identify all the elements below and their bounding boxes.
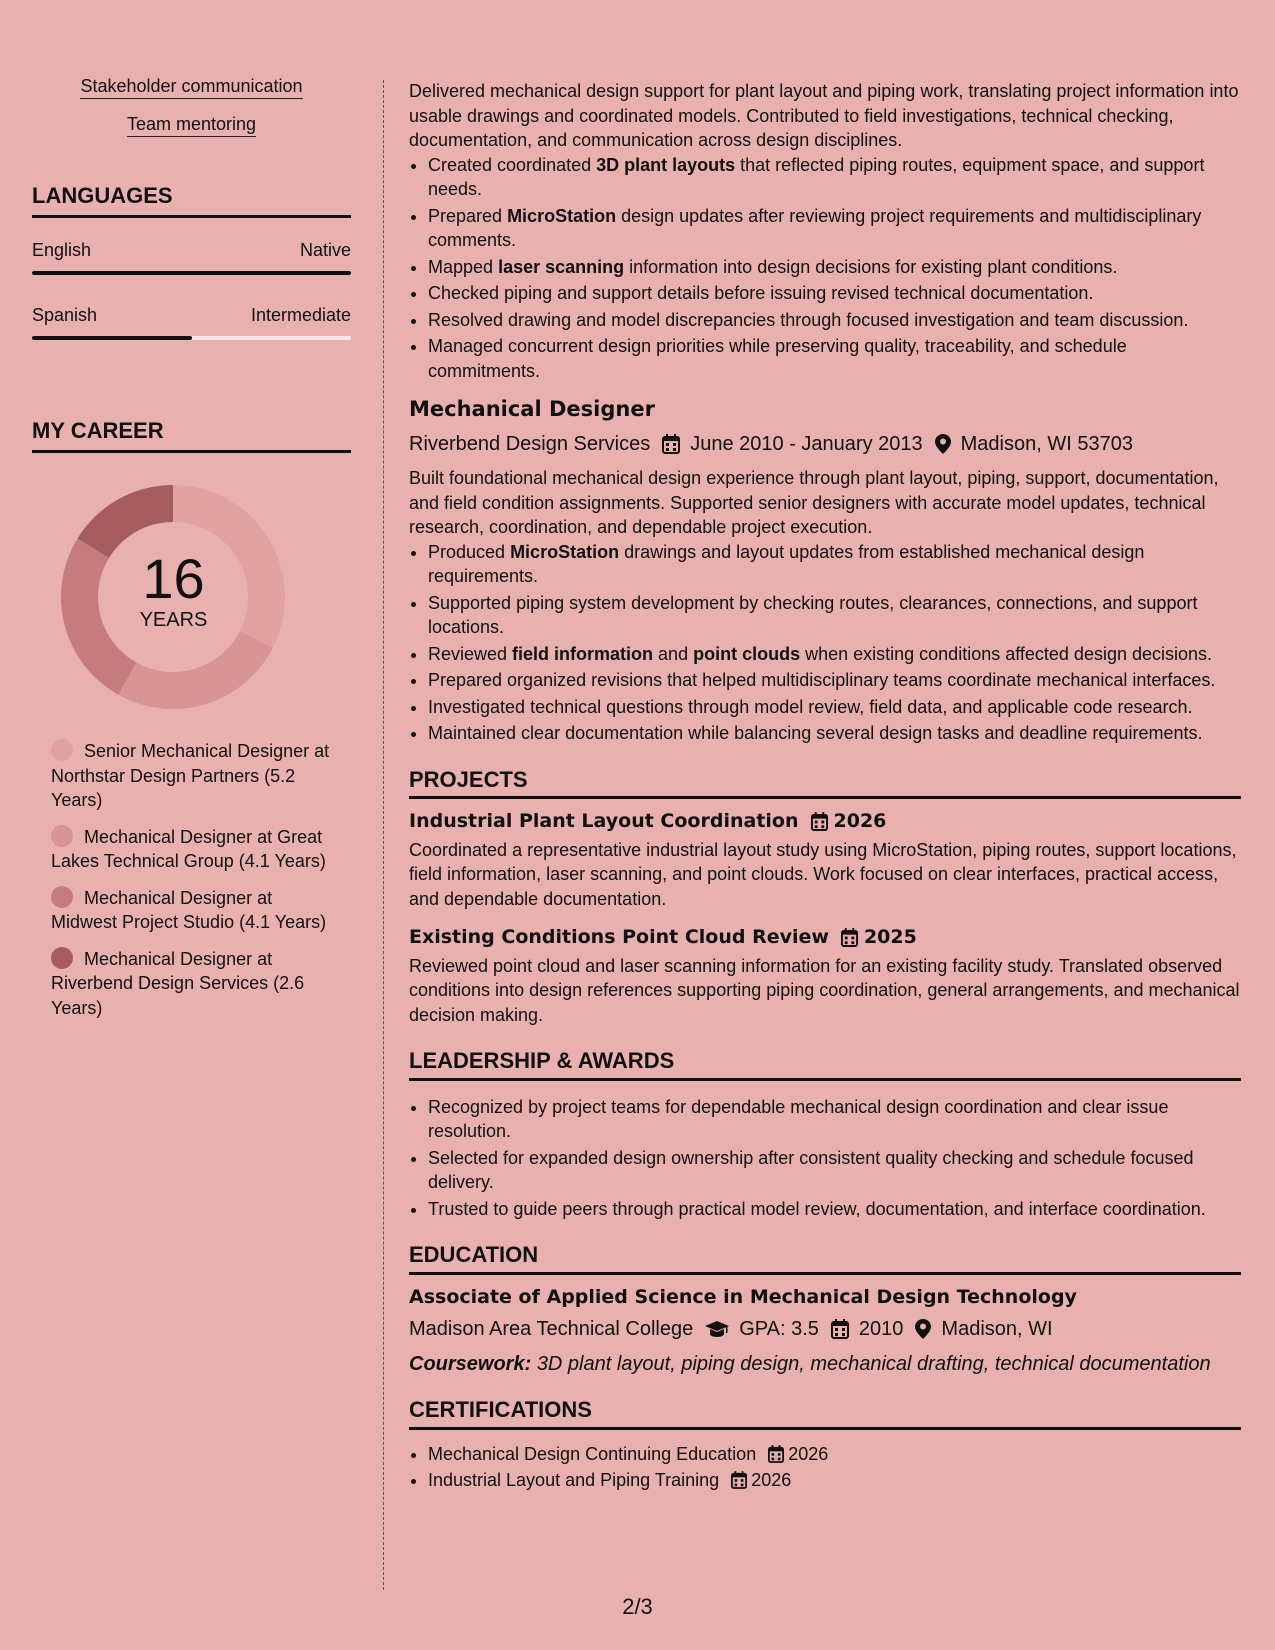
calendar-icon xyxy=(731,1471,747,1489)
job-bullet: • Produced MicroStation drawings and layout updates from established mechanical design requirements. xyxy=(428,540,1241,589)
project-year: 2025 xyxy=(863,926,917,948)
certifications-list xyxy=(409,1442,1241,1493)
map-pin-icon xyxy=(935,434,951,454)
language-entry xyxy=(32,305,351,340)
job-bullet: • Mapped laser scanning information into design decisions for existing plant conditions. xyxy=(428,255,1241,280)
gpa: GPA: 3.5 xyxy=(739,1318,819,1340)
leadership-list xyxy=(409,1095,1241,1222)
languages-heading: LANGUAGES xyxy=(32,183,351,218)
career-legend-item: Mechanical Designer at Riverbend Design Services (2.6 Years) xyxy=(51,948,305,1018)
job-bullet: • Prepared MicroStation design updates after reviewing project requirements and multidisciplinary comments. xyxy=(428,204,1241,253)
job-bullet: • Checked piping and support details before issuing revised technical documentation. xyxy=(428,281,1241,306)
job-location: Madison, WI 53703 xyxy=(960,432,1133,455)
degree-title: Associate of Applied Science in Mechanical Design Technology xyxy=(409,1285,1077,1308)
language-level: Native xyxy=(299,240,351,260)
job-dates: June 2010 - January 2013 xyxy=(690,432,923,455)
legend-dot xyxy=(51,739,73,761)
certifications-heading: CERTIFICATIONS xyxy=(409,1398,1241,1430)
certification-year: 2026 xyxy=(751,1470,792,1490)
job-bullet: • Maintained clear documentation while balancing several design tasks and deadline requirements. xyxy=(428,721,1241,746)
leadership-item: • Trusted to guide peers through practical model review, documentation, and interface coordination. xyxy=(428,1197,1241,1222)
project-description: Reviewed point cloud and laser scanning information for an existing facility study. Translated observed conditions into design references supporting piping coordination, general arrangements, and mechanical decision making. xyxy=(409,955,1240,1025)
column-divider xyxy=(383,80,384,1590)
job-bullet: • Reviewed field information and point clouds when existing conditions affected design decisions. xyxy=(428,642,1241,667)
job-bullet: • Created coordinated 3D plant layouts that reflected piping routes, equipment space, and support needs. xyxy=(428,153,1241,202)
language-proficiency-fill xyxy=(32,271,351,275)
project-year: 2026 xyxy=(833,810,887,832)
legend-dot xyxy=(51,825,73,847)
career-legend xyxy=(51,739,331,1020)
skill-item: Team mentoring xyxy=(32,114,351,135)
leadership-item: • Recognized by project teams for dependable mechanical design coordination and clear issue resolution. xyxy=(428,1095,1241,1144)
company-name: Riverbend Design Services xyxy=(409,432,651,455)
career-legend-item: Mechanical Designer at Midwest Project Studio (4.1 Years) xyxy=(51,887,327,932)
language-proficiency-bar xyxy=(32,336,351,340)
job-bullet: • Resolved drawing and model discrepancies through focused investigation and team discussion. xyxy=(428,308,1241,333)
career-legend-item: Senior Mechanical Designer at Northstar Design Partners (5.2 Years) xyxy=(51,741,330,810)
calendar-icon xyxy=(831,1319,849,1339)
job-bullet: • Supported piping system development by checking routes, clearances, connections, and support locations. xyxy=(428,591,1241,640)
job-summary: Delivered mechanical design support for plant layout and piping work, translating project information into usable drawings and coordinated models. Contributed to field investigations, technical checking, documentation, and communication across design disciplines. xyxy=(409,81,1239,150)
projects-heading: PROJECTS xyxy=(409,768,1241,800)
project-title: Industrial Plant Layout Coordination 2026 xyxy=(409,810,887,832)
language-proficiency-fill xyxy=(32,336,192,340)
certification-item: • Industrial Layout and Piping Training 2026 xyxy=(428,1468,1241,1493)
coursework-label: Coursework: xyxy=(409,1352,532,1375)
job-bullet: • Prepared organized revisions that helped multidisciplinary teams coordinate mechanical interfaces. xyxy=(428,668,1241,693)
legend-dot xyxy=(51,886,73,908)
job-meta xyxy=(409,432,1241,457)
language-name: Spanish xyxy=(32,305,98,325)
calendar-icon xyxy=(841,928,858,947)
career-donut-chart xyxy=(32,479,351,715)
language-level: Intermediate xyxy=(250,305,351,325)
page-number: 2/3 xyxy=(622,1594,653,1619)
project-entry xyxy=(409,809,1241,911)
career-donut-slice xyxy=(118,631,273,709)
career-legend-item: Mechanical Designer at Great Lakes Technical Group (4.1 Years) xyxy=(51,826,326,871)
graduation-year: 2010 xyxy=(858,1318,904,1340)
job-bullets xyxy=(409,153,1241,384)
language-proficiency-bar xyxy=(32,271,351,275)
education-meta xyxy=(409,1317,1241,1342)
job-summary: Built foundational mechanical design experience through plant layout, piping, support, documentation, and field condition assignments. Supported senior designers with accurate model updates, technical research, coordination, and dependable project execution. xyxy=(409,468,1219,537)
school-name: Madison Area Technical College xyxy=(409,1318,694,1340)
graduation-cap-icon xyxy=(705,1320,729,1338)
job-bullets xyxy=(409,540,1241,746)
coursework xyxy=(409,1352,1241,1377)
education-heading: EDUCATION xyxy=(409,1243,1241,1275)
legend-dot xyxy=(51,947,73,969)
career-total-years: 16 xyxy=(142,547,205,610)
certification-item: • Mechanical Design Continuing Education 2026 xyxy=(428,1442,1241,1467)
map-pin-icon xyxy=(915,1319,931,1339)
project-title: Existing Conditions Point Cloud Review 2025 xyxy=(409,926,917,948)
project-entry xyxy=(409,925,1241,1027)
leadership-item: • Selected for expanded design ownership after consistent quality checking and schedule focused delivery. xyxy=(428,1146,1241,1195)
calendar-icon xyxy=(768,1445,784,1463)
certification-year: 2026 xyxy=(788,1443,829,1464)
skill-item: Stakeholder communication xyxy=(32,76,351,97)
career-years-label: YEARS xyxy=(139,609,208,631)
language-name: English xyxy=(32,240,92,260)
language-entry xyxy=(32,240,351,275)
job-bullet: • Investigated technical questions through model review, field data, and applicable code research. xyxy=(428,695,1241,720)
education-location: Madison, WI xyxy=(941,1318,1053,1340)
calendar-icon xyxy=(662,434,680,454)
project-description: Coordinated a representative industrial layout study using MicroStation, piping routes, support locations, field information, laser scanning, and point clouds. Work focused on clear interfaces, practical access, and dependable documentation. xyxy=(409,839,1237,909)
sidebar xyxy=(32,76,351,1032)
main-content xyxy=(409,79,1241,1495)
coursework-text: 3D plant layout, piping design, mechanical drafting, technical documentation xyxy=(536,1352,1211,1375)
career-heading: MY CAREER xyxy=(32,418,351,453)
job-bullet: • Managed concurrent design priorities while preserving quality, traceability, and schedule commitments. xyxy=(428,334,1241,383)
calendar-icon xyxy=(811,812,828,831)
job-title: Mechanical Designer xyxy=(409,397,655,421)
leadership-heading: LEADERSHIP & AWARDS xyxy=(409,1049,1241,1081)
